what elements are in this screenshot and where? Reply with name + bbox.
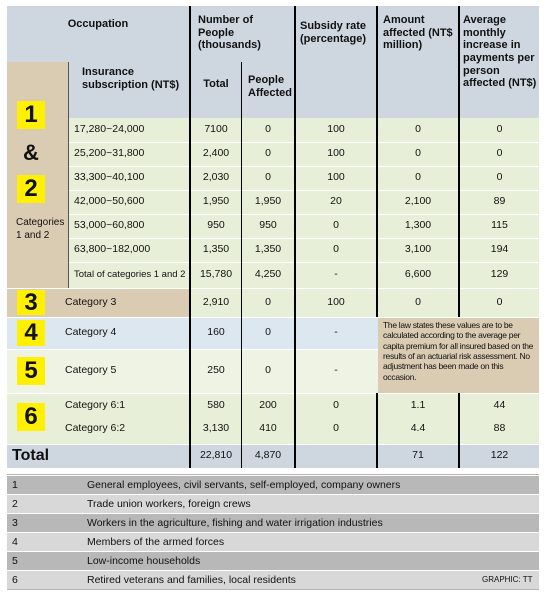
insurance-range: 63,800~182,000 [74, 243, 151, 256]
total-label: Total [12, 447, 50, 465]
category-3-badge: 3 [17, 290, 45, 315]
cat5-subsidy: - [334, 364, 338, 377]
graphic-credit: GRAPHIC: TT [482, 575, 533, 584]
row-avg: 194 [490, 243, 509, 256]
col-affected-header: People Affected [248, 74, 293, 99]
legend-number: 6 [12, 574, 18, 586]
insurance-range: 33,300~40,100 [74, 171, 145, 184]
row-total: 2,400 [202, 147, 230, 160]
cat3-amount: 0 [415, 295, 421, 308]
row-affected: 950 [259, 219, 277, 232]
cat6-subsidy: 0 [333, 422, 339, 435]
note-text: The law states these values are to be calculated according to the average per capita premium for all insured based on the results of an actuarial risk assessment. No adjustment has been made on this occasion. [383, 320, 534, 382]
insurance-range: 42,000~50,600 [74, 195, 145, 208]
cat3-total: 2,910 [202, 295, 230, 308]
cat6-amount: 1.1 [410, 399, 426, 412]
row-total: 2,030 [202, 171, 230, 184]
legend-text: Retired veterans and families, local residents [87, 574, 296, 586]
row-subsidy: 0 [333, 219, 339, 232]
legend-text: Workers in the agriculture, fishing and water irrigation industries [87, 517, 383, 529]
row-subsidy: 0 [333, 243, 339, 256]
legend-number: 5 [12, 555, 18, 567]
cat4-subsidy: - [334, 326, 338, 339]
cat6-label: Category 6:2 [65, 422, 126, 435]
cat6-total: 3,130 [202, 422, 230, 435]
row-affected: 0 [265, 123, 271, 136]
cat6-avg: 88 [493, 422, 506, 435]
cat3-avg: 0 [496, 295, 503, 308]
cat4-label: Category 4 [65, 326, 117, 339]
group12-caption: Categories 1 and 2 [16, 217, 65, 241]
cat6-total: 580 [207, 399, 225, 412]
legend-item [7, 551, 539, 570]
row-total: 1,950 [202, 195, 230, 208]
grand-amount: 71 [412, 449, 424, 462]
insurance-range: 17,280~24,000 [74, 123, 145, 136]
insurance-range: 25,200~31,800 [74, 147, 145, 160]
row-affected: 1,350 [254, 243, 282, 256]
row-amount: 3,100 [404, 243, 432, 256]
cat6-subsidy: 0 [333, 399, 339, 412]
legend-item [7, 532, 539, 551]
row-avg: 0 [496, 171, 503, 184]
row-subsidy: 100 [327, 171, 345, 184]
cat6-affected: 410 [259, 422, 277, 435]
legend-item [7, 475, 539, 494]
row-subsidy: - [334, 268, 338, 281]
row-avg: 115 [491, 219, 508, 232]
cat3-label: Category 3 [65, 295, 117, 308]
col-total-header: Total [203, 77, 229, 90]
row-subsidy: 20 [330, 195, 342, 208]
cat5-total: 250 [207, 364, 225, 377]
cat6-label: Category 6:1 [65, 399, 126, 412]
cat3-subsidy: 100 [327, 295, 345, 308]
grand-total: 22,810 [199, 449, 233, 462]
col-amount-header: Amount affected (NT$ million) [383, 14, 453, 52]
cat6-affected: 200 [259, 399, 277, 412]
row-subsidy: 100 [327, 147, 345, 160]
row-amount: 0 [415, 147, 421, 160]
row-amount: 0 [415, 123, 421, 136]
row-amount: 2,100 [404, 195, 432, 208]
row-amount: 1,300 [404, 219, 432, 232]
grand-avg: 122 [490, 449, 509, 462]
row-affected: 0 [265, 171, 271, 184]
row-affected: 1,950 [254, 195, 282, 208]
category-1-badge: 1 [17, 101, 45, 129]
row-total: 950 [207, 219, 225, 232]
legend-number: 4 [12, 536, 18, 548]
legend-text: Low-income households [87, 555, 201, 567]
col-people-header: Number of People (thousands) [198, 14, 261, 52]
cat4-affected: 0 [265, 326, 271, 339]
insurance-range: Total of categories 1 and 2 [74, 268, 186, 280]
category-6-badge: 6 [17, 403, 45, 431]
legend-number: 2 [12, 498, 18, 510]
cat5-affected: 0 [265, 364, 271, 377]
cat3-affected: 0 [265, 295, 271, 308]
col-average-header: Average monthly increase in payments per person affected (NT$) [463, 14, 537, 90]
col-occupation-header: Occupation [67, 17, 129, 30]
legend-number: 3 [12, 517, 18, 529]
legend-item [7, 570, 539, 589]
row-amount: 0 [415, 171, 421, 184]
legend-item [7, 494, 539, 513]
col-insurance-header: Insurance subscription (NT$) [82, 66, 180, 91]
category-2-badge: 2 [17, 175, 45, 203]
row-amount: 6,600 [404, 268, 432, 281]
insurance-range: 53,000~60,800 [74, 219, 145, 232]
row-avg: 0 [496, 147, 503, 160]
row-subsidy: 100 [327, 123, 345, 136]
row-total: 15,780 [199, 268, 233, 281]
cat6-amount: 4.4 [410, 422, 426, 435]
cat5-label: Category 5 [65, 364, 117, 377]
row-avg: 0 [496, 123, 503, 136]
category-4-badge: 4 [17, 320, 45, 346]
col-subsidy-header: Subsidy rate (percentage) [300, 20, 367, 45]
cat4-total: 160 [207, 326, 225, 339]
ampersand: & [23, 139, 39, 165]
legend-text: Trade union workers, foreign crews [87, 498, 251, 510]
grand-affected: 4,870 [254, 449, 282, 462]
legend-text: Members of the armed forces [87, 536, 225, 548]
category-5-badge: 5 [17, 357, 45, 385]
cat6-avg: 44 [493, 399, 506, 412]
legend-text: General employees, civil servants, self-employed, company owners [87, 479, 401, 491]
legend-item [7, 513, 539, 532]
row-total: 7100 [204, 123, 228, 136]
row-total: 1,350 [202, 243, 230, 256]
row-avg: 89 [493, 195, 506, 208]
row-affected: 4,250 [254, 268, 282, 281]
row-affected: 0 [265, 147, 271, 160]
legend-number: 1 [12, 479, 18, 491]
row-avg: 129 [490, 268, 509, 281]
